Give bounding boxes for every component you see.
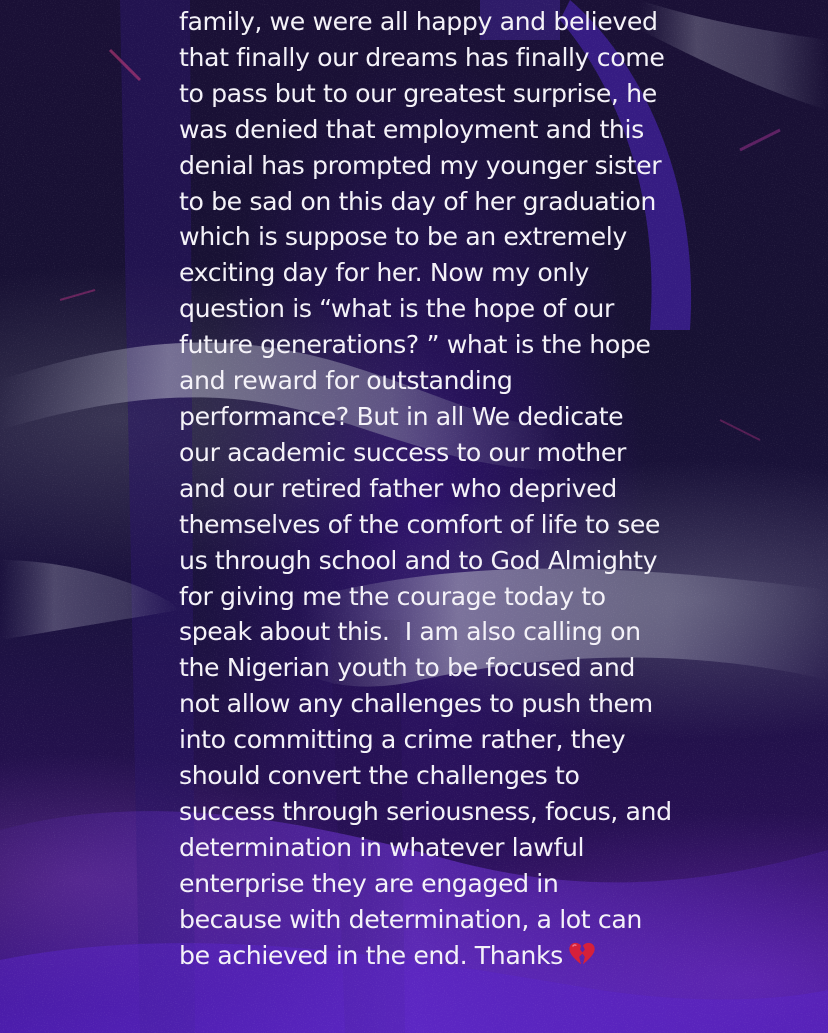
caption-line: should convert the challenges to — [179, 761, 580, 791]
caption-line: enterprise they are engaged in — [179, 868, 559, 898]
caption-line: performance? But in all We dedicate — [179, 401, 624, 431]
caption-line: us through school and to God Almighty — [179, 545, 658, 575]
caption-line-last — [179, 938, 739, 974]
caption-line-text: be achieved in the end. Thanks — [179, 940, 563, 970]
caption-line: to be sad on this day of her graduation — [179, 186, 656, 216]
caption-line: not allow any challenges to push them — [179, 689, 653, 719]
caption-line: the Nigerian youth to be focused and — [179, 653, 636, 683]
caption-line: because with determination, a lot can — [179, 904, 642, 934]
caption-line: and reward for outstanding — [179, 366, 513, 396]
caption-line: our academic success to our mother — [179, 437, 626, 467]
story-caption — [179, 4, 739, 973]
caption-line: for giving me the courage today to — [179, 581, 606, 611]
caption-line: success through seriousness, focus, and — [179, 796, 672, 826]
caption-line: future generations? ” what is the hope — [179, 330, 651, 360]
caption-line: that finally our dreams has finally come — [179, 42, 665, 72]
caption-line: denial has prompted my younger sister — [179, 150, 662, 180]
caption-line: and our retired father who deprived — [179, 473, 617, 503]
caption-line: determination in whatever lawful — [179, 832, 585, 862]
caption-line: exciting day for her. Now my only — [179, 258, 590, 288]
caption-line: into committing a crime rather, they — [179, 725, 626, 755]
caption-line: was denied that employment and this — [179, 114, 644, 144]
caption-line: themselves of the comfort of life to see — [179, 509, 661, 539]
caption-line: speak about this. I am also calling on — [179, 617, 641, 647]
caption-line: family, we were all happy and believed — [179, 7, 658, 36]
caption-line: question is “what is the hope of our — [179, 294, 614, 324]
caption-line: which is suppose to be an extremely — [179, 222, 627, 252]
caption-line: to pass but to our greatest surprise, he — [179, 78, 657, 108]
broken-heart-icon — [567, 939, 597, 969]
